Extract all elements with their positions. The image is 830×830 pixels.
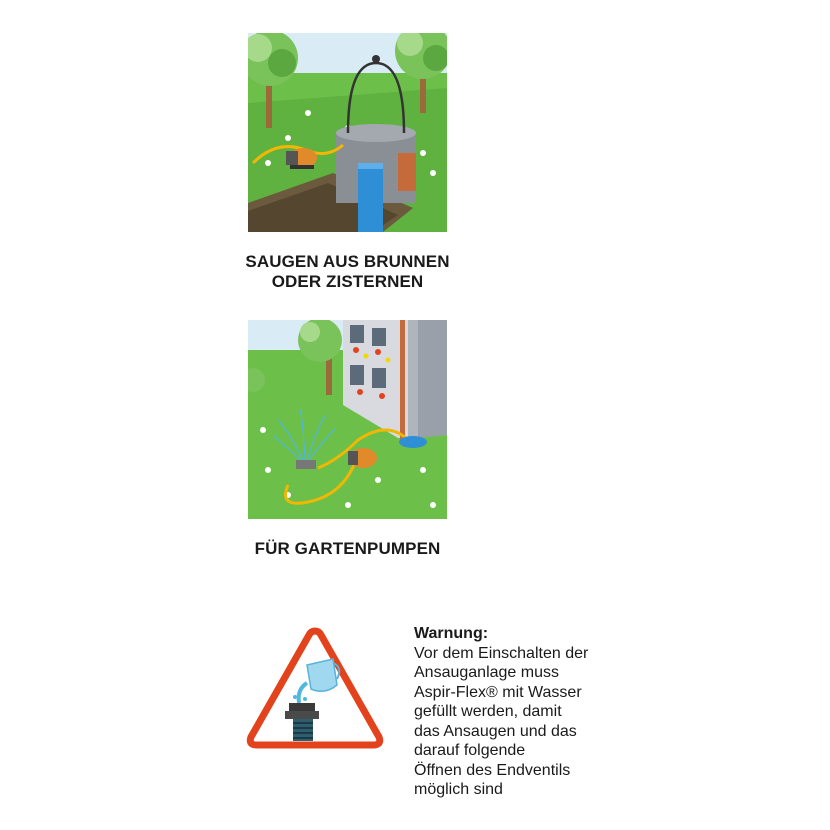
garden-pump-illustration bbox=[248, 320, 447, 519]
well-caption bbox=[225, 252, 470, 292]
well-scene-graphic bbox=[248, 33, 447, 232]
well-caption-line2: ODER ZISTERNEN bbox=[271, 272, 424, 291]
warning-message bbox=[414, 624, 654, 800]
warning-line: Öffnen des Endventils bbox=[414, 761, 571, 779]
well-pump-illustration bbox=[248, 33, 447, 232]
well-caption-line1: SAUGEN AUS BRUNNEN bbox=[245, 252, 450, 271]
warning-line: gefüllt werden, damit bbox=[414, 703, 562, 720]
warning-line: darauf folgende bbox=[414, 742, 526, 759]
warning-line: Ansauganlage muss bbox=[414, 664, 559, 681]
warning-line: Vor dem Einschalten der bbox=[414, 644, 589, 662]
warning-triangle-icon bbox=[245, 625, 385, 751]
garden-caption: FÜR GARTENPUMPEN bbox=[254, 539, 441, 558]
warning-line: das Ansaugen und das bbox=[414, 722, 577, 740]
garden-scene-graphic bbox=[248, 320, 447, 519]
warning-line: Aspir-Flex® mit Wasser bbox=[414, 683, 582, 701]
warning-heading: Warnung: bbox=[414, 625, 489, 642]
warning-line: möglich sind bbox=[414, 781, 503, 798]
